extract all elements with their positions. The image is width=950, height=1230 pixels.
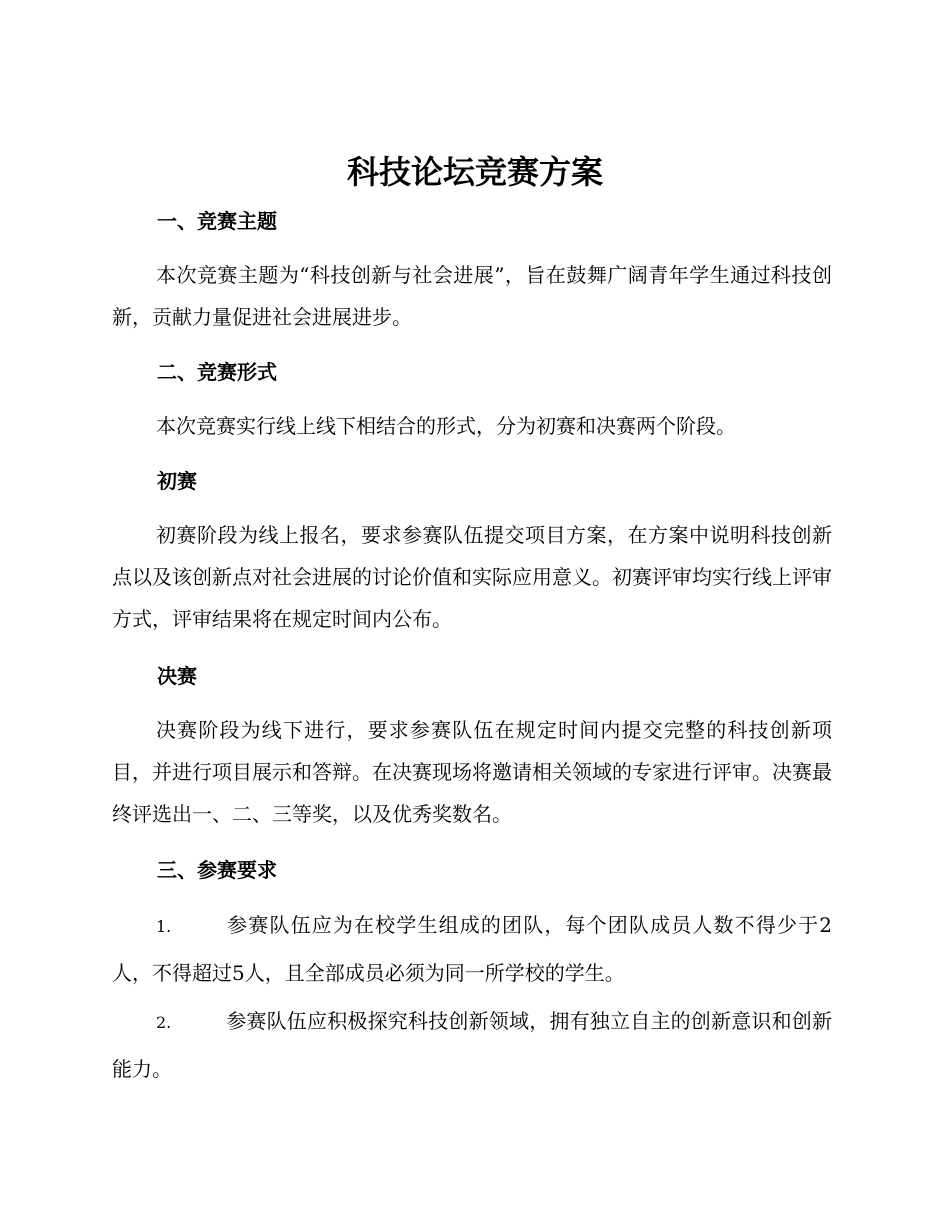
section-heading-theme: 一、竞赛主题 [157,209,277,233]
document-title: 科技论坛竞赛方案 [346,153,603,191]
section-heading-format: 二、竞赛形式 [157,360,277,384]
theme-paragraph: 本次竞赛主题为“科技创新与社会进展”，旨在鼓舞广阔青年学生通过科技创新，贡献力量促进社会进展进步。 [112,263,832,329]
section-heading-requirements: 三、参赛要求 [157,858,277,882]
list-item-text: 参赛队伍应为在校学生组成的团队，每个团队成员人数不得少于2人，不得超过5人，且全部成员必须为同一所学校的学生。 [112,913,832,985]
format-paragraph: 本次竞赛实行线上线下相结合的形式，分为初赛和决赛两个阶段。 [156,414,736,438]
list-item-number: 1. [156,917,172,936]
preliminary-paragraph: 初赛阶段为线上报名，要求参赛队伍提交项目方案，在方案中说明科技创新点以及该创新点对社会进展的讨论价值和实际应用意义。初赛评审均实行线上评审方式，评审结果将在规定时间内公布。 [112,523,832,631]
subheading-final: 决赛 [157,664,197,688]
final-paragraph: 决赛阶段为线下进行，要求参赛队伍在规定时间内提交完整的科技创新项目，并进行项目展示和答辩。在决赛现场将邀请相关领域的专家进行评审。决赛最终评选出一、二、三等奖，以及优秀奖数名。 [112,718,832,826]
subheading-preliminary: 初赛 [157,469,197,493]
list-item-number: 2. [156,1013,172,1032]
list-item [112,902,832,996]
list-item-text: 参赛队伍应积极探究科技创新领域，拥有独立自主的创新意识和创新能力。 [112,1009,832,1081]
list-item [112,998,832,1092]
